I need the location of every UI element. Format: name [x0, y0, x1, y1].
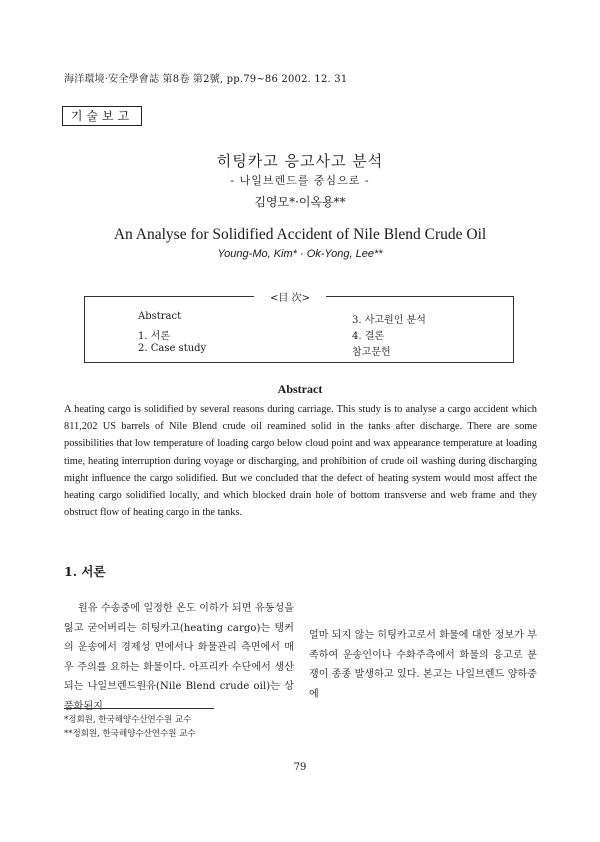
korean-title: 히팅카고 응고사고 분석: [216, 152, 384, 170]
body-column-left: [64, 599, 294, 716]
toc-heading: <目 次>: [254, 289, 326, 304]
toc-item-conclusion: 4. 결론: [352, 331, 385, 342]
english-title: An Analyse for Solidified Accident of Nile Blend Crude Oil: [113, 226, 487, 243]
abstract-heading: Abstract: [277, 382, 323, 396]
table-of-contents: [84, 293, 514, 363]
body-paragraph-left: 원유 수송중에 일정한 온도 이하가 되면 유동성을 잃고 굳어버리는 히팅카고(heating cargo)는 탱커의 운송에서 경제성 면에서나 화물관리 측면에서 매우 주의를 요하는 화물이다. 아프리카 수단에서 생산되는 나일브렌드원유(Nile Blend crude oil)는 상품화된지: [64, 603, 294, 712]
toc-right-edge: [513, 296, 514, 362]
footnote-author-1: *정회원, 한국해양수산연수원 교수: [64, 715, 192, 725]
toc-item-cause-analysis: 3. 사고원인 분석: [352, 315, 426, 326]
footnote-author-2: **정회원, 한국해양수산연수원 교수: [64, 729, 196, 739]
toc-left-edge: [84, 296, 85, 362]
toc-top-rule-right: [326, 296, 514, 297]
body-column-right: [309, 626, 537, 704]
toc-top-rule-left: [84, 296, 254, 297]
toc-item-references: 참고문헌: [352, 347, 391, 358]
toc-item-case-study: 2. Case study: [138, 343, 207, 354]
toc-item-abstract: Abstract: [138, 311, 182, 322]
korean-authors: 김영모*·이옥용**: [254, 195, 346, 209]
journal-citation: 海洋環境·安全學會誌 第8卷 第2號, pp.79~86 2002. 12. 31: [64, 74, 348, 85]
korean-subtitle: - 나일브렌드를 중심으로 -: [230, 174, 370, 187]
toc-item-introduction: 1. 서론: [138, 331, 171, 342]
section-label: 기술보고: [62, 106, 142, 126]
english-authors: Young-Mo, Kim* · Ok-Yong, Lee**: [217, 248, 383, 260]
abstract-text: A heating cargo is solidified by several reasons during carriage. This study is to analyse a cargo accident which 811,202 US barrels of Nile Blend crude oil reamined solid in the tanks after discharge. There are some possibilities that low temperature of loading cargo below cloud point and wax appearance temperature at loading time, heating interruption during voyage or discharging, and prohibition of crude oil washing during discharging might influence the cargo solidified. But we concluded that the defect of heating system would most affect the heating cargo solidified locally, and which blocked drain hole of bottom transverse and web frame and they obstruct flow of heating cargo in the tanks.: [64, 404, 537, 519]
body-paragraph-right: 얼마 되지 않는 히팅카고로서 화물에 대한 정보가 부족하여 운송인이나 수화주측에서 화물의 응고로 분쟁이 종종 발생하고 있다. 본고는 나일브렌드 양하중에: [309, 630, 537, 700]
page-number: 79: [293, 762, 307, 773]
footnote-divider: [64, 708, 214, 709]
section-heading-introduction: 1. 서론: [64, 564, 106, 579]
